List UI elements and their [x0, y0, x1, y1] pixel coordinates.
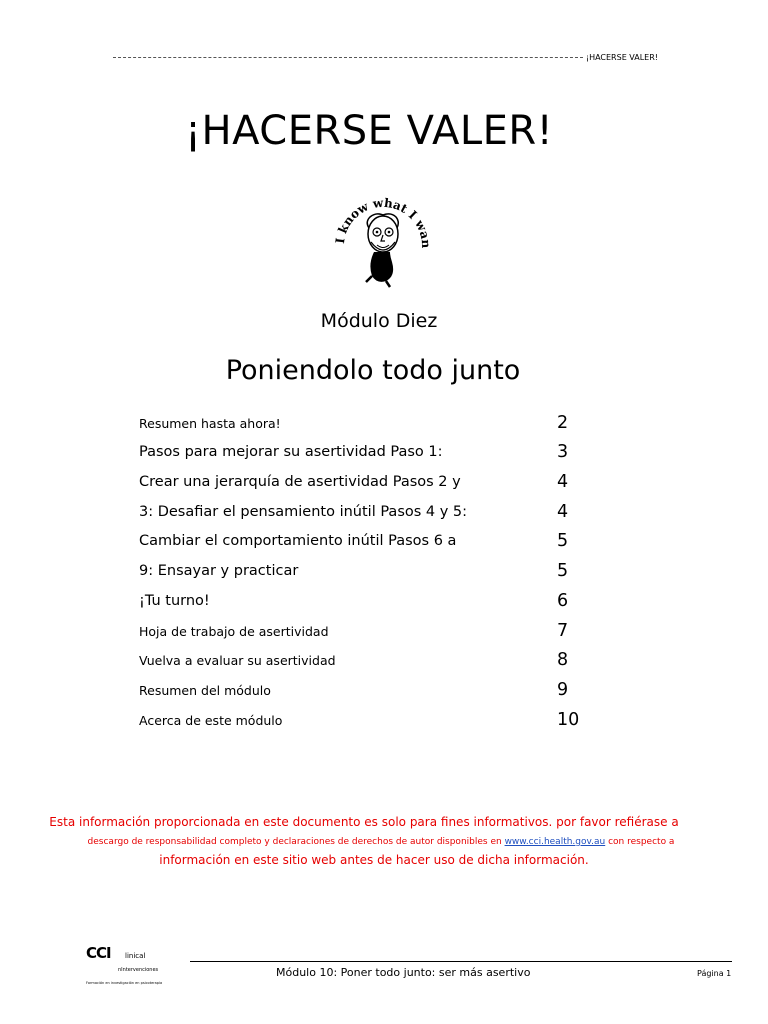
- toc-entry: [139, 437, 589, 467]
- toc-entry-page-number: 10: [557, 709, 580, 730]
- toc-entry-label: 3: Desafiar el pensamiento inútil Pasos 4 y 5:: [139, 503, 468, 520]
- toc-entry-page-number: 9: [557, 679, 569, 700]
- disclaimer-line-3: información en este sitio web antes de hacer uso de dicha información.: [159, 853, 589, 867]
- disclaimer-line-1: Esta información proporcionada en este documento es solo para fines informativos. por favor refiérase a: [49, 815, 679, 829]
- toc-entry: [139, 407, 589, 437]
- toc-entry: [139, 645, 589, 675]
- document-title: ¡HACERSE VALER!: [185, 108, 554, 154]
- footer-rule: [190, 961, 732, 962]
- toc-entry-label: Resumen hasta ahora!: [139, 415, 281, 431]
- toc-entry-page-number: 6: [557, 590, 569, 611]
- toc-entry-label: Cambiar el comportamiento inútil Pasos 6 a: [139, 533, 457, 550]
- illustration-caption: I know what I wan: [333, 195, 434, 249]
- toc-entry: [139, 585, 589, 615]
- module-label: Módulo Diez: [320, 310, 438, 332]
- footer-module-title: Módulo 10: Poner todo junto: ser más asertivo: [276, 966, 531, 979]
- toc-entry-page-number: 4: [557, 501, 569, 522]
- cci-logo-line-3: Formación en investigación en psicoterapia: [86, 981, 163, 985]
- cci-logo-line-1: linical: [125, 952, 146, 960]
- toc-entry-label: Pasos para mejorar su asertividad Paso 1:: [139, 444, 443, 461]
- illustration: [330, 184, 436, 290]
- toc-entry-page-number: 2: [557, 412, 569, 433]
- toc-entry-label: Crear una jerarquía de asertividad Pasos 2 y: [139, 474, 461, 491]
- cartoon-man-know-what-i-want-icon: [330, 184, 436, 290]
- toc-entry-page-number: 8: [557, 650, 569, 671]
- disclaimer-line-2: [0, 837, 762, 847]
- cci-logo-mark: CCI: [86, 944, 111, 962]
- running-header: [113, 52, 658, 62]
- toc-entry-page-number: 5: [557, 561, 569, 582]
- toc-entry-label: Acerca de este módulo: [139, 712, 283, 728]
- disclaimer-text-after-link: con respecto a: [608, 837, 675, 847]
- footer-page-number: Página 1: [697, 969, 732, 978]
- toc-entry-page-number: 5: [557, 531, 569, 552]
- toc-entry: [139, 704, 589, 734]
- cci-logo-line-2: nIntervenciones: [118, 967, 159, 973]
- toc-entry: [139, 466, 589, 496]
- cci-website-link[interactable]: www.cci.health.gov.au: [504, 837, 606, 847]
- toc-entry: [139, 555, 589, 585]
- table-of-contents: [139, 407, 589, 734]
- toc-entry-label: Vuelva a evaluar su asertividad: [139, 653, 336, 669]
- module-title: Poniendolo todo junto: [225, 355, 521, 386]
- toc-entry-label: Resumen del módulo: [139, 682, 271, 698]
- header-dotted-rule: [113, 57, 583, 58]
- toc-entry-page-number: 3: [557, 442, 569, 463]
- disclaimer-text-before-link: descargo de responsabilidad completo y declaraciones de derechos de autor disponibles en: [87, 837, 502, 847]
- cci-logo: [82, 940, 182, 990]
- toc-entry: [139, 526, 589, 556]
- toc-entry-page-number: 7: [557, 620, 569, 641]
- toc-entry: [139, 674, 589, 704]
- toc-entry-label: ¡Tu turno!: [139, 592, 210, 609]
- toc-entry: [139, 496, 589, 526]
- toc-entry-label: Hoja de trabajo de asertividad: [139, 623, 329, 639]
- running-header-title: ¡HACERSE VALER!: [585, 52, 658, 62]
- toc-entry-page-number: 4: [557, 472, 569, 493]
- toc-entry-label: 9: Ensayar y practicar: [139, 563, 299, 580]
- toc-entry: [139, 615, 589, 645]
